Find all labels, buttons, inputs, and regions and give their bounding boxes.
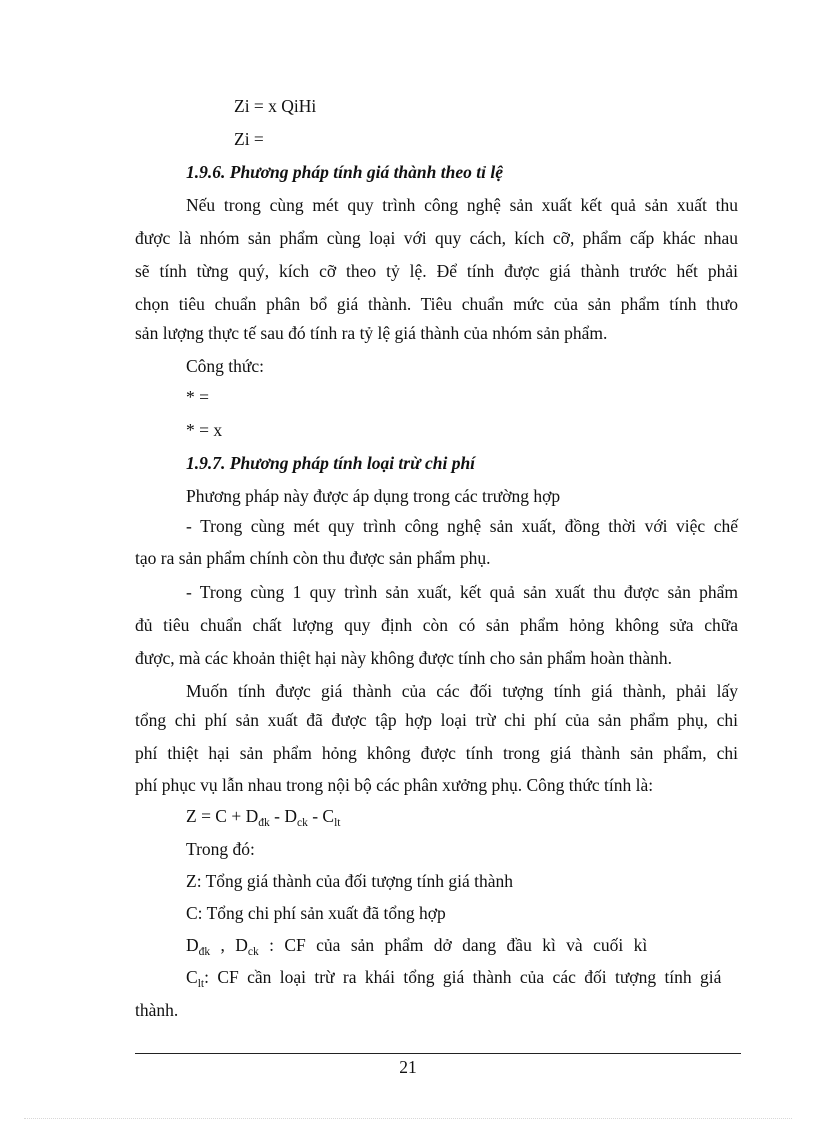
formula-zi-2: Zi = [234, 129, 264, 149]
where-label: Trong đó: [186, 839, 255, 859]
paragraph-line: phí thiệt hại sản phẩm hỏng không được tính trong giá thành sản phẩm, chi [135, 743, 738, 763]
definition-d: $D_{đk}$ , $D_{ck}$ : CF của sản phẩm dở dang đầu kì và cuối kì [186, 935, 648, 958]
bullet-line: - Trong cùng mét quy trình công nghệ sản xuất, đồng thời với việc chế [186, 516, 738, 536]
paragraph-line: chọn tiêu chuẩn phân bổ giá thành. Tiêu chuẩn mức của sản phẩm tính thưo [135, 294, 738, 314]
paragraph-line: tổng chi phí sản xuất đã được tập hợp loại trừ chi phí của sản phẩm phụ, chi [135, 710, 738, 730]
section-heading-196: 1.9.6. Phương pháp tính giá thành theo tỉ lệ [186, 162, 503, 182]
formula-zi-1: Zi = x QiHi [234, 96, 317, 116]
paragraph-line: được là nhóm sản phẩm cùng loại với quy cách, kích cỡ, phẩm cấp khác nhau [135, 228, 738, 248]
bullet-line: được, mà các khoản thiệt hại này không được tính cho sản phẩm hoàn thành. [135, 648, 673, 668]
formula-line: * = [186, 387, 209, 407]
bullet-line: - Trong cùng 1 quy trình sản xuất, kết quả sản xuất thu được sản phẩm [186, 582, 738, 602]
paragraph-line: Nếu trong cùng mét quy trình công nghệ sản xuất kết quả sản xuất thu [186, 195, 738, 215]
formula-label: Công thức: [186, 356, 265, 376]
footer-rule [135, 1053, 741, 1054]
main-formula: $Z = C + D_{đk} - D_{ck} - C_{lt}$ [186, 806, 341, 829]
section-heading-197: 1.9.7. Phương pháp tính loại trừ chi phí [186, 453, 476, 473]
paragraph-line: sản lượng thực tế sau đó tính ra tỷ lệ giá thành của nhóm sản phẩm. [135, 323, 608, 343]
bullet-line: đủ tiêu chuẩn chất lượng quy định còn có sản phẩm hỏng không sửa chữa [135, 615, 738, 635]
page-number: 21 [399, 1057, 417, 1077]
paragraph-line: sẽ tính từng quý, kích cỡ theo tỷ lệ. Để tính được giá thành trước hết phải [135, 261, 738, 281]
definition-clt-end: thành. [135, 1000, 179, 1020]
paragraph-line: phí phục vụ lẫn nhau trong nội bộ các phân xưởng phụ. Công thức tính là: [135, 775, 654, 795]
paragraph-line: Muốn tính được giá thành của các đối tượng tính giá thành, phải lấy [186, 681, 738, 701]
bullet-line: tạo ra sản phẩm chính còn thu được sản phẩm phụ. [135, 548, 491, 568]
definition-c: C: Tổng chi phí sản xuất đã tổng hợp [186, 903, 446, 923]
page-edge-divider [24, 1118, 792, 1119]
formula-line: * = x [186, 420, 223, 440]
definition-clt: $C_{lt}$: CF cần loại trừ ra khái tổng giá thành của các đối tượng tính giá [186, 967, 722, 990]
paragraph-line: Phương pháp này được áp dụng trong các trường hợp [186, 486, 561, 506]
definition-z: Z: Tổng giá thành của đối tượng tính giá thành [186, 871, 514, 891]
